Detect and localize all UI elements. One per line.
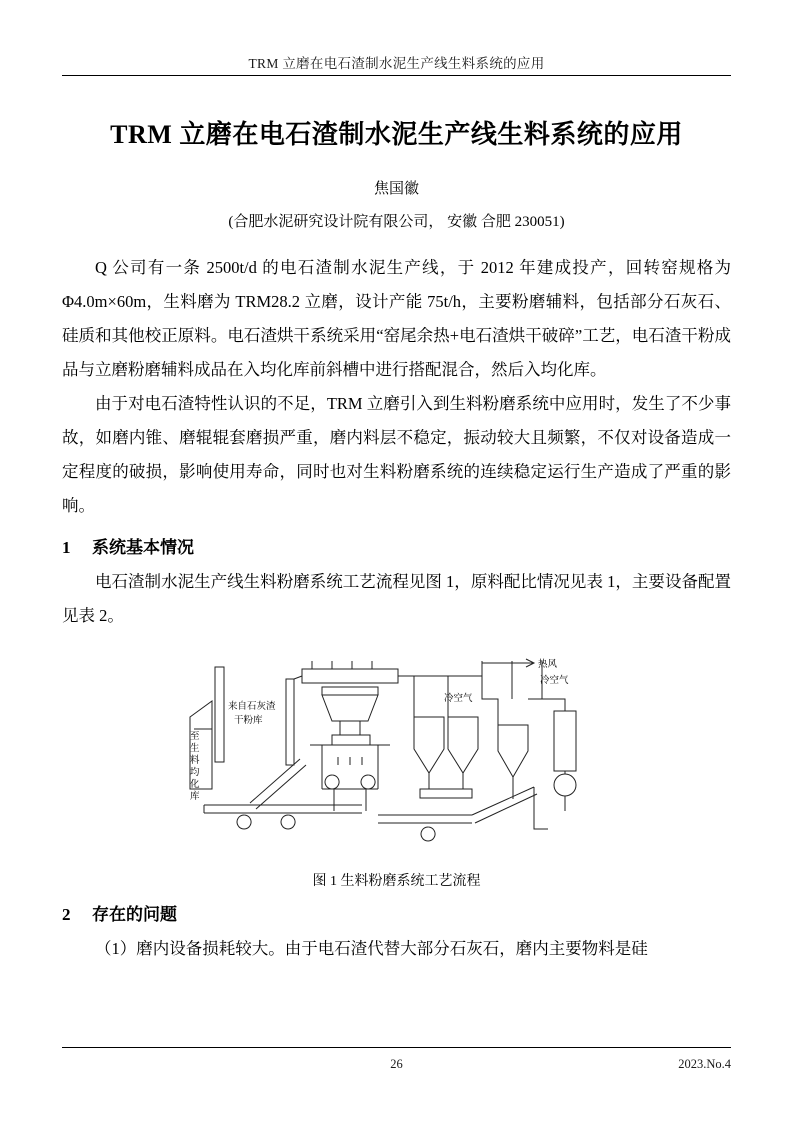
article-body [62,100,731,966]
figure-label-to-silo-6: 库 [189,791,200,802]
figure-label-to-silo-4: 均 [189,767,200,778]
figure-label-to-silo-1: 至 [189,731,200,742]
figure-label-to-silo-2: 生 [189,743,200,754]
figure-label-to-silo-5: 化 [189,779,200,790]
author-affiliation: (合肥水泥研究设计院有限公司， 安徽 合肥 230051) [228,214,565,230]
running-head: TRM 立磨在电石渣制水泥生产线生料系统的应用 [248,56,545,71]
section-heading-2 [62,898,731,932]
process-flow-diagram [182,639,612,864]
author-name: 焦国徽 [373,181,419,197]
figure-1 [62,639,731,890]
section-title-1: 系统基本情况 [92,538,194,557]
section-number-1: 1 [62,538,71,557]
section-title-2: 存在的问题 [92,905,177,924]
figure-label-to-silo-3: 料 [189,755,200,766]
page-title: TRM 立磨在电石渣制水泥生产线生料系统的应用 [110,120,683,149]
page-content-area [62,0,731,1122]
paragraph-1: Q 公司有一条 2500t/d 的电石渣制水泥生产线，于 2012 年建成投产，回转窑规格为Φ4.0m×60m，生料磨为 TRM28.2 立磨，设计产能 75t/h，主要粉磨辅料，包括部分石灰石、硅质和其他校正原料。电石渣烘干系统采用“窑尾余热+电石渣烘干破碎”工艺，电石渣干粉成品与立磨粉磨辅料成品在入均化库前斜槽中进行搭配混合，然后入均化库。 [62,258,731,379]
page-number: 26 [390,1057,403,1071]
section-heading-1 [62,531,731,565]
figure-caption: 图 1 生料粉磨系统工艺流程 [312,874,481,889]
issue-label: 2023.No.4 [678,1057,731,1071]
header-rule [62,75,731,76]
figure-label-from-slag-1: 来自石灰渣 [227,701,276,712]
footer-rule [62,1047,731,1048]
page-footer [62,1057,731,1077]
section-1-paragraph: 电石渣制水泥生产线生料粉磨系统工艺流程见图 1，原料配比情况见表 1，主要设备配置见表 2。 [62,572,731,625]
figure-label-from-slag-2: 干粉库 [233,715,263,726]
figure-label-hot-air: 热风 [537,659,557,670]
section-number-2: 2 [62,905,71,924]
figure-label-cold-air-1: 冷空气 [539,675,569,686]
section-2-paragraph: （1）磨内设备损耗较大。由于电石渣代替大部分石灰石，磨内主要物料是硅 [95,939,648,958]
figure-label-cold-air-2: 冷空气 [443,693,473,704]
paragraph-2: 由于对电石渣特性认识的不足，TRM 立磨引入到生料粉磨系统中应用时，发生了不少事故，如磨内锥、磨辊辊套磨损严重，磨内料层不稳定，振动较大且频繁，不仅对设备造成一定程度的破损，影响使用寿命，同时也对生料粉磨系统的连续稳定运行生产造成了严重的影响。 [62,394,731,515]
